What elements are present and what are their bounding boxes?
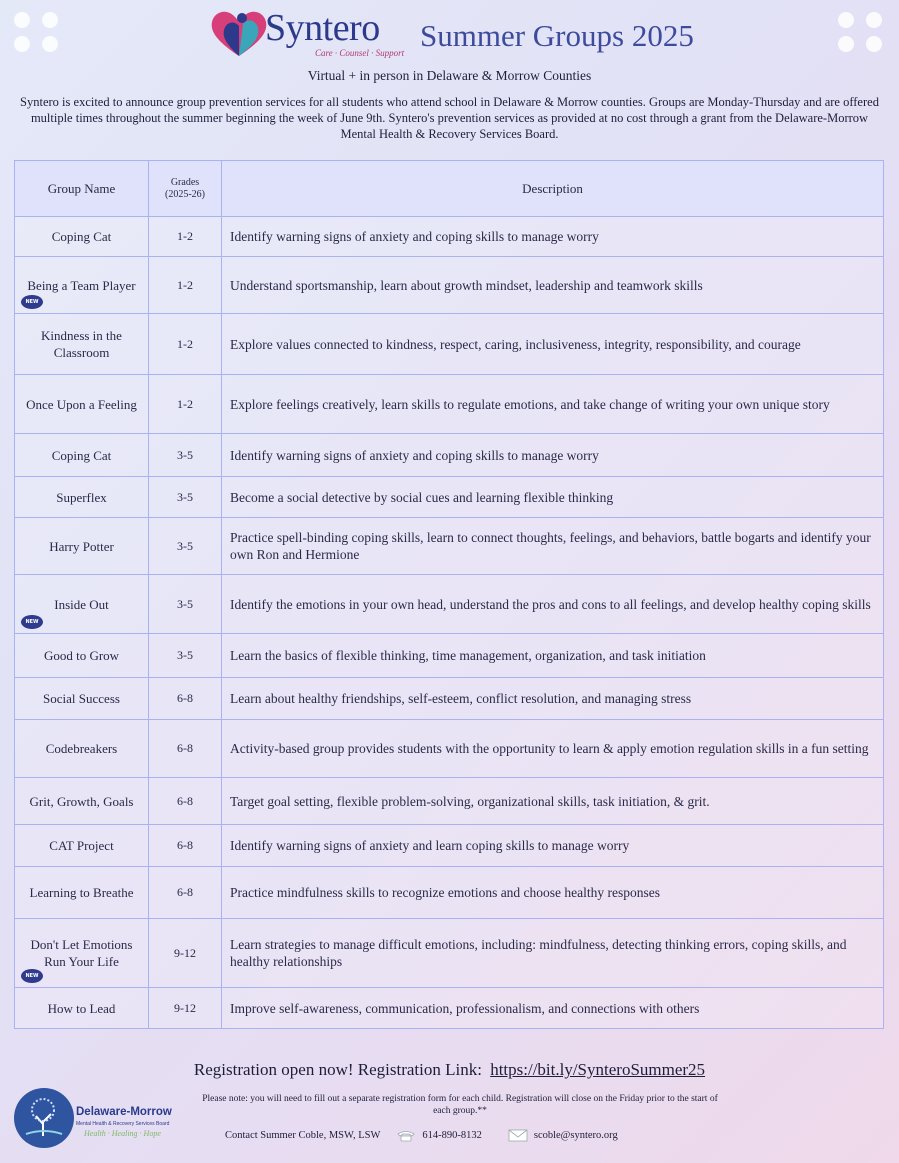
contact-line	[225, 1129, 618, 1142]
description-cell: Learn about healthy friendships, self-esteem, conflict resolution, and managing stress	[222, 678, 884, 720]
group-name: Grit, Growth, Goals	[29, 793, 134, 809]
table-row	[15, 867, 884, 919]
group-name: Coping Cat	[51, 229, 112, 244]
email-icon	[508, 1129, 528, 1142]
group-name: How to Lead	[47, 1000, 116, 1016]
new-badge: NEW	[21, 295, 43, 309]
description-cell: Identify warning signs of anxiety and coping skills to manage worry	[222, 217, 884, 257]
table-row	[15, 375, 884, 434]
tree-logo	[14, 1088, 74, 1148]
contact-phone: 614-890-8132	[422, 1130, 482, 1141]
description-cell: Practice mindfulness skills to recognize emotions and choose healthy responses	[222, 867, 884, 919]
grades-cell: 1-2	[149, 375, 222, 434]
syntero-heart-logo	[208, 6, 270, 60]
description-cell: Learn the basics of flexible thinking, time management, organization, and task initiation	[222, 634, 884, 678]
grades-cell: 9-12	[149, 919, 222, 988]
description-cell: Practice spell-binding coping skills, learn to connect thoughts, feelings, and behaviors, battle bogarts and identify your own Ron and Hermione	[222, 518, 884, 575]
tree-icon	[14, 1088, 74, 1148]
table-row	[15, 825, 884, 867]
group-name-cell	[15, 988, 149, 1029]
description-cell: Explore feelings creatively, learn skills to regulate emotions, and take change of writing your own unique story	[222, 375, 884, 434]
grades-cell: 9-12	[149, 988, 222, 1029]
contact-name: Contact Summer Coble, MSW, LSW	[225, 1130, 381, 1141]
header	[0, 0, 899, 70]
group-name: Being a Team Player	[27, 277, 136, 293]
description-cell: Explore values connected to kindness, respect, caring, inclusiveness, integrity, responsibility, and courage	[222, 314, 884, 375]
description-cell: Understand sportsmanship, learn about growth mindset, leadership and teamwork skills	[222, 257, 884, 314]
grades-cell: 6-8	[149, 778, 222, 825]
grades-cell: 3-5	[149, 575, 222, 634]
group-name: Once Upon a Feeling	[26, 396, 137, 412]
table-row	[15, 634, 884, 678]
group-name-cell	[15, 778, 149, 825]
partner-subtitle: Mental Health & Recovery Services Board	[76, 1121, 170, 1127]
registration-text: Registration open now! Registration Link:	[193, 1060, 482, 1079]
group-name-cell	[15, 825, 149, 867]
group-name-cell	[15, 678, 149, 720]
grades-cell: 6-8	[149, 867, 222, 919]
new-badge: NEW	[21, 615, 43, 629]
header-grades-year: (2025-26)	[165, 188, 205, 200]
group-name-cell	[15, 867, 149, 919]
groups-table	[14, 160, 884, 1029]
table-row	[15, 988, 884, 1029]
grades-cell: 6-8	[149, 825, 222, 867]
table-row	[15, 678, 884, 720]
intro-paragraph: Syntero is excited to announce group prevention services for all students who attend school in Delaware & Morrow counties. Groups are Monday-Thursday and are offered multiple times throughout the summer beginning the week of June 9th. Syntero's prevention services as provided at no cost through a grant from the Delaware-Morrow Mental Health & Recovery Services Board.	[20, 95, 879, 141]
description-cell: Activity-based group provides students with the opportunity to learn & apply emotion regulation skills in a fun setting	[222, 720, 884, 778]
registration-link[interactable]: https://bit.ly/SynteroSummer25	[490, 1060, 706, 1079]
description-cell: Learn strategies to manage difficult emotions, including: mindfulness, detecting thinking errors, coping skills, and healthy relationships	[222, 919, 884, 988]
table-row	[15, 314, 884, 375]
group-name: Good to Grow	[43, 648, 120, 663]
group-name: CAT Project	[49, 838, 114, 853]
group-name: Codebreakers	[45, 741, 118, 756]
header-description: Description	[222, 161, 884, 217]
group-name: Harry Potter	[49, 538, 114, 554]
registration-note: Please note: you will need to fill out a separate registration form for each child. Registration will close on the Friday prior to the start of each group.**	[202, 1094, 718, 1116]
grades-cell: 1-2	[149, 257, 222, 314]
phone-icon	[396, 1130, 416, 1142]
grades-cell: 6-8	[149, 678, 222, 720]
group-name: Coping Cat	[51, 447, 112, 463]
group-name: Kindness in the Classroom	[41, 328, 122, 360]
header-grades	[149, 161, 222, 217]
description-cell: Identify warning signs of anxiety and learn coping skills to manage worry	[222, 825, 884, 867]
table-row	[15, 518, 884, 575]
subtitle: Virtual + in person in Delaware & Morrow Counties	[307, 68, 592, 83]
registration-line	[0, 1060, 899, 1080]
new-badge: NEW	[21, 969, 43, 983]
table-row	[15, 217, 884, 257]
group-name: Social Success	[43, 691, 120, 706]
table-row	[15, 477, 884, 518]
group-name: Superflex	[56, 489, 107, 505]
group-name-cell	[15, 477, 149, 518]
group-name: Don't Let Emotions Run Your Life	[30, 937, 133, 969]
group-name-cell	[15, 375, 149, 434]
group-name-cell	[15, 217, 149, 257]
table-row	[15, 575, 884, 634]
partner-tagline: Health · Healing · Hope	[84, 1129, 161, 1138]
group-name-cell	[15, 434, 149, 477]
header-grades-label: Grades	[170, 176, 200, 188]
group-name-cell	[15, 575, 149, 634]
group-name-cell	[15, 919, 149, 988]
brand-name: Syntero	[265, 7, 380, 49]
description-cell: Target goal setting, flexible problem-solving, organizational skills, task initiation, & grit.	[222, 778, 884, 825]
group-name-cell	[15, 634, 149, 678]
brand-tagline: Care · Counsel · Support	[315, 48, 405, 58]
description-cell: Identify warning signs of anxiety and coping skills to manage worry	[222, 434, 884, 477]
grades-cell: 3-5	[149, 634, 222, 678]
table-row	[15, 919, 884, 988]
table-row	[15, 778, 884, 825]
partner-name: Delaware-Morrow	[76, 1106, 172, 1118]
grades-cell: 3-5	[149, 477, 222, 518]
description-cell: Improve self-awareness, communication, professionalism, and connections with others	[222, 988, 884, 1029]
table-header-row	[15, 161, 884, 217]
table-row	[15, 720, 884, 778]
grades-cell: 6-8	[149, 720, 222, 778]
group-name-cell	[15, 518, 149, 575]
description-cell: Become a social detective by social cues and learning flexible thinking	[222, 477, 884, 518]
group-name-cell	[15, 720, 149, 778]
grades-cell: 1-2	[149, 217, 222, 257]
contact-email: scoble@syntero.org	[533, 1130, 618, 1141]
description-cell: Identify the emotions in your own head, understand the pros and cons to all feelings, and develop healthy coping skills	[222, 575, 884, 634]
group-name-cell	[15, 314, 149, 375]
group-name: Inside Out	[54, 596, 109, 612]
group-name: Learning to Breathe	[29, 885, 134, 900]
group-name-cell	[15, 257, 149, 314]
grades-cell: 3-5	[149, 434, 222, 477]
header-group-name: Group Name	[15, 161, 149, 217]
grades-cell: 3-5	[149, 518, 222, 575]
page-title: Summer Groups 2025	[420, 18, 694, 53]
grades-cell: 1-2	[149, 314, 222, 375]
table-row	[15, 434, 884, 477]
table-row	[15, 257, 884, 314]
